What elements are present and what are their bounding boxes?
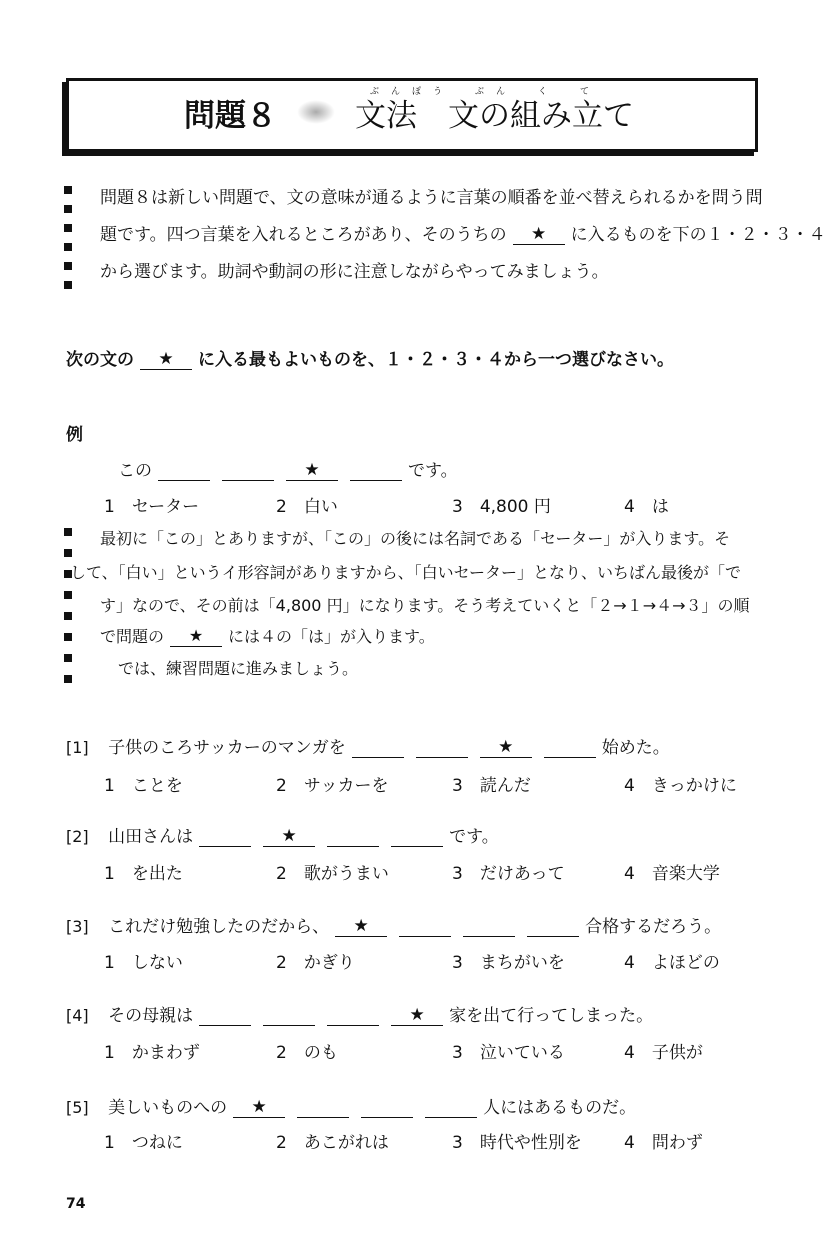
blank <box>361 1097 413 1118</box>
question-start: 子供のころサッカーのマンガを <box>108 738 346 758</box>
explanation-bullets <box>64 528 72 683</box>
q4-option-2: 2 のも <box>276 1043 338 1063</box>
bullet <box>64 205 72 213</box>
sentence-end: です。 <box>408 461 458 481</box>
example-option-4: 4 は <box>624 497 669 517</box>
bullet <box>64 591 72 599</box>
intro-bullets <box>64 186 72 289</box>
q2-option-1: 1 を出た <box>104 864 183 884</box>
star-blank: ★ <box>170 626 222 647</box>
explanation-line-1: 最初に「この」とありますが、「この」の後には名詞である「セーター」が入ります。そ <box>100 529 731 548</box>
explanation-line-2: して、「白い」というイ形容詞がありますから、「白いセーター」となり、いちばん最後が「で <box>70 563 742 582</box>
instruction-prefix: 次の文の <box>66 350 134 370</box>
instruction-suffix: に入る最もよいものを、１・２・３・４から一つ選びなさい。 <box>198 350 674 370</box>
bullet <box>64 549 72 557</box>
header-ruby: ぶんぽう ぶん く て <box>370 87 602 97</box>
explanation-line-3: す」なので、その前は「4,800 円」になります。そう考えていくと「２→１→４→３」の順 <box>100 596 750 615</box>
star-blank: ★ <box>233 1097 285 1118</box>
question-start: 美しいものへの <box>108 1098 228 1118</box>
explanation-line-5: では、練習問題に進みましょう。 <box>118 659 359 678</box>
blank <box>399 916 451 937</box>
blank <box>527 916 579 937</box>
intro-line-2b: に入るものを下の１・２・３・４ <box>570 225 826 245</box>
q2-option-3: 3 だけあって <box>452 864 565 884</box>
star-blank: ★ <box>335 916 387 937</box>
q3-option-2: 2 かぎり <box>276 953 355 973</box>
section-title: 文法 文の組み立て <box>355 97 634 134</box>
question-number: [5] <box>66 1098 89 1117</box>
instruction <box>66 345 674 370</box>
example-option-3: 3 4,800 円 <box>452 497 551 517</box>
question-5 <box>66 1093 636 1118</box>
question-end: 始めた。 <box>601 738 670 758</box>
q5-option-1: 1 つねに <box>104 1133 183 1153</box>
explanation-line-4b: には４の「は」が入ります。 <box>228 627 435 646</box>
question-start: 山田さんは <box>108 827 194 847</box>
q5-option-4: 4 問わず <box>624 1133 703 1153</box>
star-blank: ★ <box>513 224 565 245</box>
blank <box>263 1005 315 1026</box>
question-end: 合格するだろう。 <box>585 917 722 937</box>
page-number: 74 <box>66 1196 86 1212</box>
bullet <box>64 224 72 232</box>
intro-line-2a: 題です。四つ言葉を入れるところがあり、そのうちの <box>100 225 507 245</box>
blank <box>463 916 515 937</box>
blank <box>425 1097 477 1118</box>
q1-option-3: 3 読んだ <box>452 776 531 796</box>
blank <box>327 1005 379 1026</box>
bullet <box>64 528 72 536</box>
question-number: [1] <box>66 738 89 757</box>
q5-option-3: 3 時代や性別を <box>452 1133 582 1153</box>
intro-line-1: 問題８は新しい問題で、文の意味が通るように言葉の順番を並べ替えられるかを問う問 <box>100 188 763 208</box>
problem-number: 問題８ <box>184 97 277 134</box>
bullet <box>64 243 72 251</box>
sentence-start: この <box>118 461 152 481</box>
question-end: 家を出て行ってしまった。 <box>449 1006 654 1026</box>
question-end: です。 <box>449 827 499 847</box>
explanation-line-4 <box>100 624 435 647</box>
blank <box>350 460 402 481</box>
star-blank: ★ <box>263 826 315 847</box>
blank <box>158 460 210 481</box>
bullet <box>64 186 72 194</box>
intro-line-3: から選びます。助詞や動詞の形に注意しながらやってみましょう。 <box>100 262 609 282</box>
q2-option-2: 2 歌がうまい <box>276 864 389 884</box>
bullet <box>64 612 72 620</box>
star-blank: ★ <box>286 460 338 481</box>
blank <box>352 737 404 758</box>
star-blank: ★ <box>140 349 192 370</box>
q3-option-1: 1 しない <box>104 953 183 973</box>
explanation-line-4a: で問題の <box>100 627 165 646</box>
q1-option-4: 4 きっかけに <box>624 776 737 796</box>
q4-option-3: 3 泣いている <box>452 1043 565 1063</box>
blank <box>199 1005 251 1026</box>
q3-option-3: 3 まちがいを <box>452 953 565 973</box>
example-option-1: 1 セーター <box>104 497 200 517</box>
question-number: [4] <box>66 1006 89 1025</box>
star-blank: ★ <box>480 737 532 758</box>
question-start: これだけ勉強したのだから、 <box>108 917 330 937</box>
bullet <box>64 281 72 289</box>
blank <box>544 737 596 758</box>
bullet <box>64 262 72 270</box>
blank <box>222 460 274 481</box>
blank <box>416 737 468 758</box>
question-start: その母親は <box>108 1006 194 1026</box>
q5-option-2: 2 あこがれは <box>276 1133 389 1153</box>
q2-option-4: 4 音楽大学 <box>624 864 720 884</box>
q1-option-1: 1 ことを <box>104 776 183 796</box>
q4-option-1: 1 かまわず <box>104 1043 200 1063</box>
example-sentence <box>118 456 458 481</box>
blank <box>199 826 251 847</box>
q1-option-2: 2 サッカーを <box>276 776 389 796</box>
blank <box>327 826 379 847</box>
blank <box>297 1097 349 1118</box>
blank <box>391 826 443 847</box>
question-end: 人にはあるものだ。 <box>483 1098 637 1118</box>
question-3 <box>66 912 721 937</box>
example-label: 例 <box>66 425 83 445</box>
intro-line-2 <box>100 220 826 245</box>
header-smudge <box>297 100 335 124</box>
example-option-2: 2 白い <box>276 497 338 517</box>
question-1 <box>66 733 670 758</box>
bullet <box>64 633 72 641</box>
question-2 <box>66 822 499 847</box>
question-4 <box>66 1001 653 1026</box>
q3-option-4: 4 よほどの <box>624 953 720 973</box>
bullet <box>64 675 72 683</box>
star-blank: ★ <box>391 1005 443 1026</box>
question-number: [3] <box>66 917 89 936</box>
question-number: [2] <box>66 827 89 846</box>
q4-option-4: 4 子供が <box>624 1043 703 1063</box>
bullet <box>64 654 72 662</box>
